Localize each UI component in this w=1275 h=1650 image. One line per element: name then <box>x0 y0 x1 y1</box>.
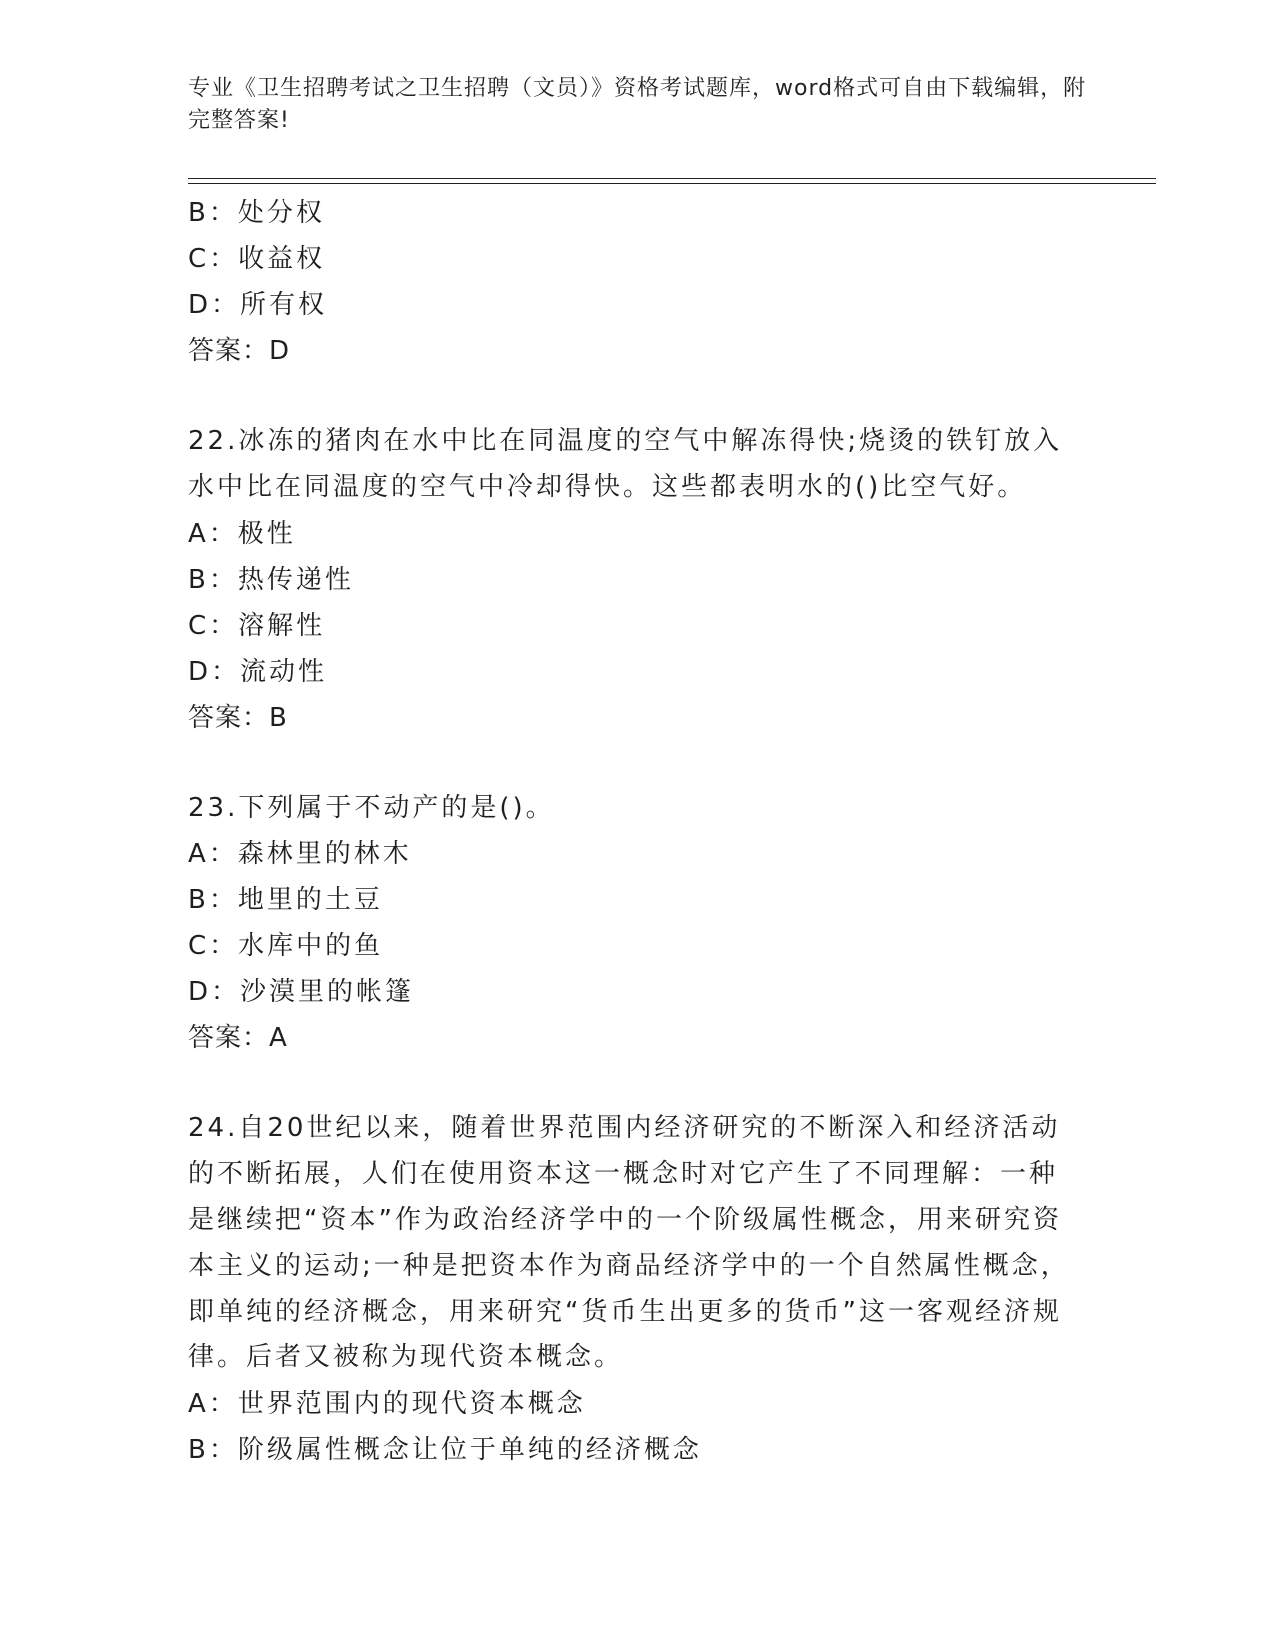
page-header: 专业《卫生招聘考试之卫生招聘（文员）》资格考试题库，word格式可自由下载编辑，附完整答案! <box>188 76 1087 133</box>
option-a: A：极性 <box>188 518 296 549</box>
option-d: D：流动性 <box>188 656 328 687</box>
option-a: A：森林里的林木 <box>188 839 412 870</box>
option-c: C：收益权 <box>188 244 326 274</box>
option-b: B：热传递性 <box>188 564 354 595</box>
answer-line: 答案：D <box>188 336 291 366</box>
option-b: B：地里的土豆 <box>188 885 383 916</box>
question-22-text: 22.冰冻的猪肉在水中比在同温度的空气中解冻得快;烧烫的铁钉放入水中比在同温度的空气中冷却得快。这些都表明水的()比空气好。 <box>188 426 1063 502</box>
option-c: C：水库中的鱼 <box>188 931 384 962</box>
answer-line: 答案：B <box>188 702 288 733</box>
option-d: D：沙漠里的帐篷 <box>188 977 415 1008</box>
option-d: D：所有权 <box>188 290 328 320</box>
spacer <box>188 741 1078 786</box>
question-23-text: 23.下列属于不动产的是()。 <box>188 792 555 823</box>
option-b: B：阶级属性概念让位于单纯的经济概念 <box>188 1435 702 1466</box>
option-a: A：世界范围内的现代资本概念 <box>188 1389 586 1420</box>
option-c: C：溶解性 <box>188 610 326 641</box>
header-divider-top <box>188 178 1156 179</box>
spacer <box>188 1061 1078 1106</box>
question-content <box>188 190 1078 1473</box>
spacer <box>188 374 1078 419</box>
header-divider-bottom <box>188 183 1156 184</box>
option-b: B：处分权 <box>188 198 325 228</box>
answer-line: 答案：A <box>188 1023 288 1054</box>
question-24-text: 24.自20世纪以来，随着世界范围内经济研究的不断深入和经济活动的不断拓展，人们在使用资本这一概念时对它产生了不同理解：一种是继续把“资本”作为政治经济学中的一个阶级属性概念，用来研究资本主义的运动;一种是把资本作为商品经济学中的一个自然属性概念，即单纯的经济概念，用来研究“货币生出更多的货币”这一客观经济规律。后者又被称为现代资本概念。 <box>188 1113 1070 1373</box>
